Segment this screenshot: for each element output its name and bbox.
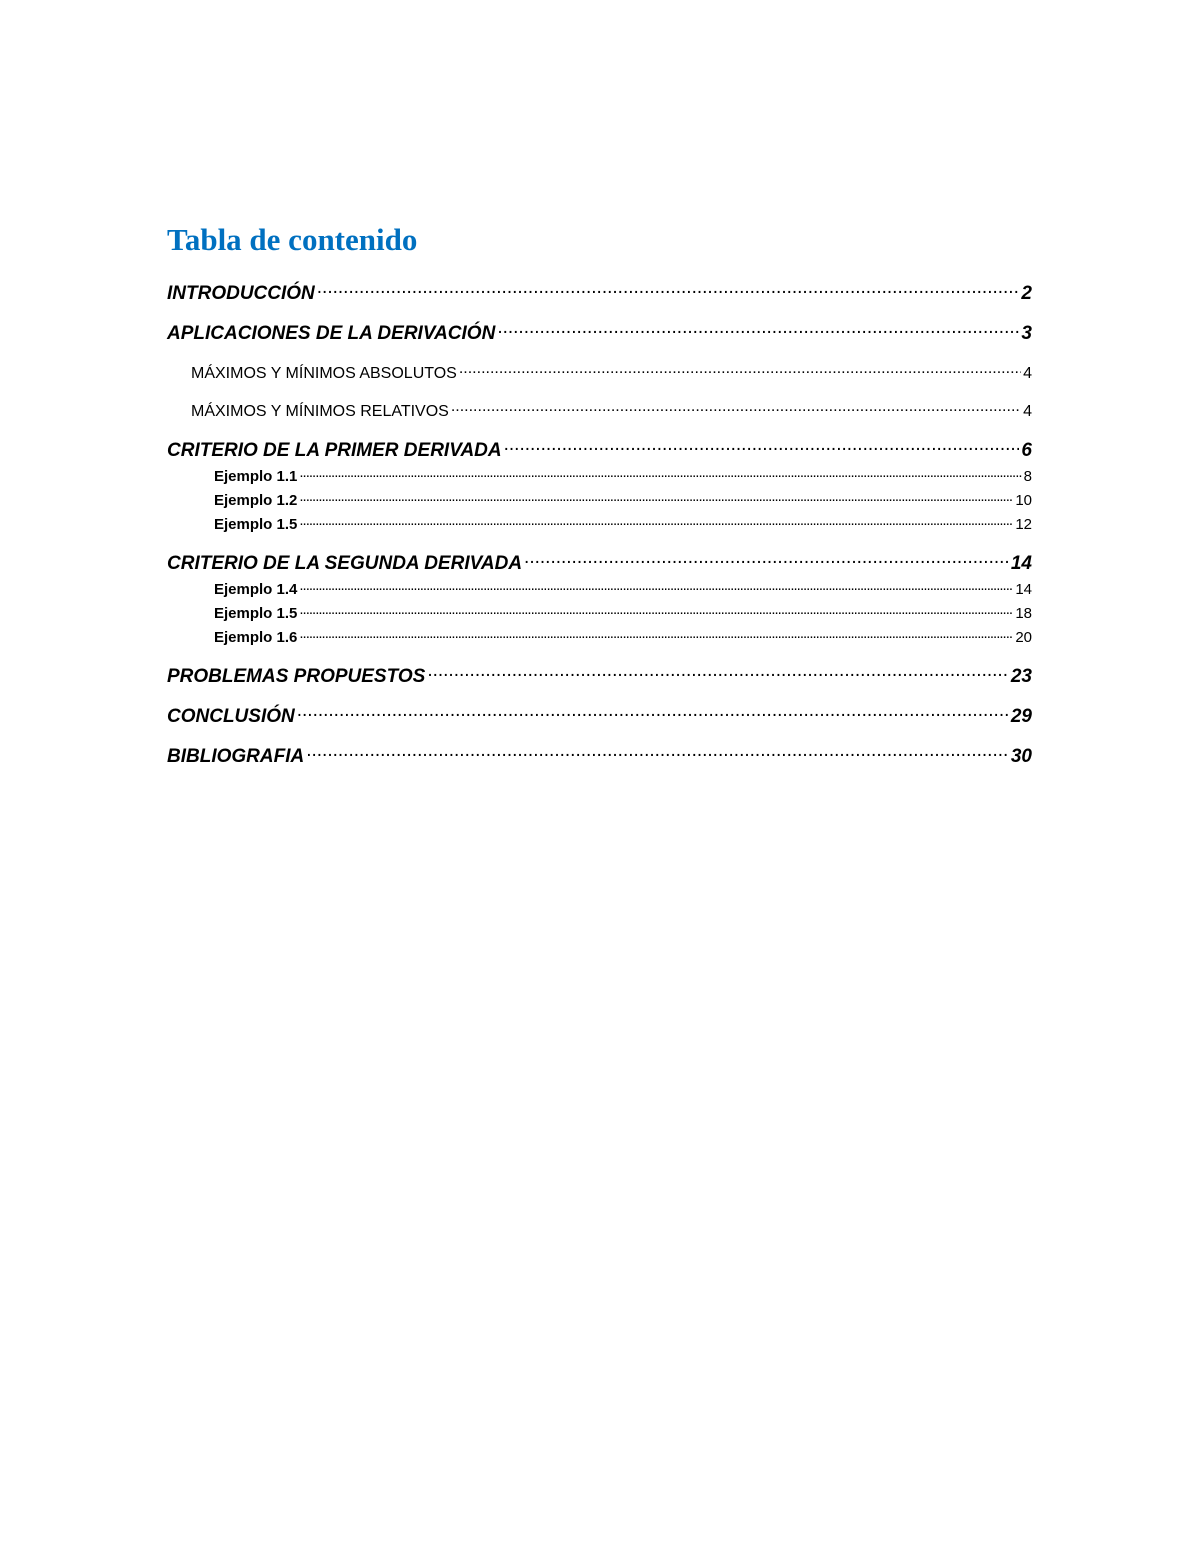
toc-page-number: 14 (1010, 553, 1032, 574)
toc-entry-segunda-derivada[interactable] (167, 550, 1032, 575)
toc-page-number: 6 (1021, 440, 1032, 461)
toc-entry-text: MÁXIMOS Y MÍNIMOS RELATIVOS (191, 403, 449, 420)
toc-page-number: 30 (1010, 746, 1032, 767)
toc-entry-text: Ejemplo 1.4 (214, 581, 298, 598)
toc-page-number: 29 (1010, 706, 1032, 727)
toc-entry-maximos-relativos[interactable] (191, 400, 1032, 421)
toc-entry-ejemplo-1-6[interactable] (214, 627, 1032, 646)
toc-page-number: 23 (1010, 666, 1032, 687)
toc-entry-text: CRITERIO DE LA SEGUNDA DERIVADA (167, 553, 523, 574)
toc-page-number: 18 (1015, 605, 1032, 622)
toc-entry-text: Ejemplo 1.1 (214, 468, 298, 485)
toc-entry-conclusion[interactable] (167, 703, 1032, 728)
toc-dot-leader (451, 400, 1021, 416)
toc-dot-leader (306, 743, 1009, 762)
toc-entry-text: Ejemplo 1.5 (214, 516, 298, 533)
toc-page-number: 2 (1021, 283, 1032, 304)
toc-entry-text: Ejemplo 1.2 (214, 492, 298, 509)
toc-page-number: 4 (1023, 403, 1032, 420)
toc-dot-leader (524, 550, 1009, 569)
toc-entry-text: PROBLEMAS PROPUESTOS (167, 666, 426, 687)
toc-page-number: 4 (1023, 365, 1032, 382)
toc-entry-text: INTRODUCCIÓN (167, 283, 315, 304)
toc-dot-leader (299, 490, 1013, 505)
toc-entry-text: Ejemplo 1.6 (214, 629, 298, 646)
toc-page-number: 14 (1015, 581, 1032, 598)
toc-dot-leader (299, 603, 1013, 618)
toc-dot-leader (299, 579, 1013, 594)
toc-entry-text: MÁXIMOS Y MÍNIMOS ABSOLUTOS (191, 365, 457, 382)
toc-dot-leader (427, 663, 1009, 682)
toc-entry-ejemplo-1-4[interactable] (214, 579, 1032, 598)
toc-page-number: 20 (1015, 629, 1032, 646)
toc-entry-text: BIBLIOGRAFIA (167, 746, 305, 767)
toc-entry-bibliografia[interactable] (167, 743, 1032, 768)
toc-entry-ejemplo-1-1[interactable] (214, 466, 1032, 485)
toc-entry-text: CRITERIO DE LA PRIMER DERIVADA (167, 440, 502, 461)
toc-entry-text: CONCLUSIÓN (167, 706, 295, 727)
toc-dot-leader (299, 627, 1013, 642)
toc-page-number: 12 (1015, 516, 1032, 533)
toc-entry-aplicaciones[interactable] (167, 320, 1032, 345)
toc-entry-ejemplo-1-5-a[interactable] (214, 514, 1032, 533)
toc-dot-leader (297, 703, 1009, 722)
toc-dot-leader (317, 280, 1020, 299)
toc-page-number: 3 (1021, 323, 1032, 344)
toc-entry-ejemplo-1-2[interactable] (214, 490, 1032, 509)
toc-entry-text: APLICACIONES DE LA DERIVACIÓN (167, 323, 496, 344)
toc-dot-leader (504, 437, 1020, 456)
toc-entry-problemas-propuestos[interactable] (167, 663, 1032, 688)
toc-dot-leader (459, 362, 1021, 378)
toc-page-number: 8 (1023, 468, 1032, 485)
toc-page-number: 10 (1015, 492, 1032, 509)
toc-entry-introduccion[interactable] (167, 280, 1032, 305)
toc-entry-maximos-absolutos[interactable] (191, 362, 1032, 383)
toc-entry-text: Ejemplo 1.5 (214, 605, 298, 622)
toc-dot-leader (299, 514, 1013, 529)
toc-title: Tabla de contenido (167, 222, 418, 257)
toc-entry-ejemplo-1-5-b[interactable] (214, 603, 1032, 622)
toc-dot-leader (299, 466, 1021, 481)
toc-entry-primer-derivada[interactable] (167, 437, 1032, 462)
toc-dot-leader (497, 320, 1019, 339)
